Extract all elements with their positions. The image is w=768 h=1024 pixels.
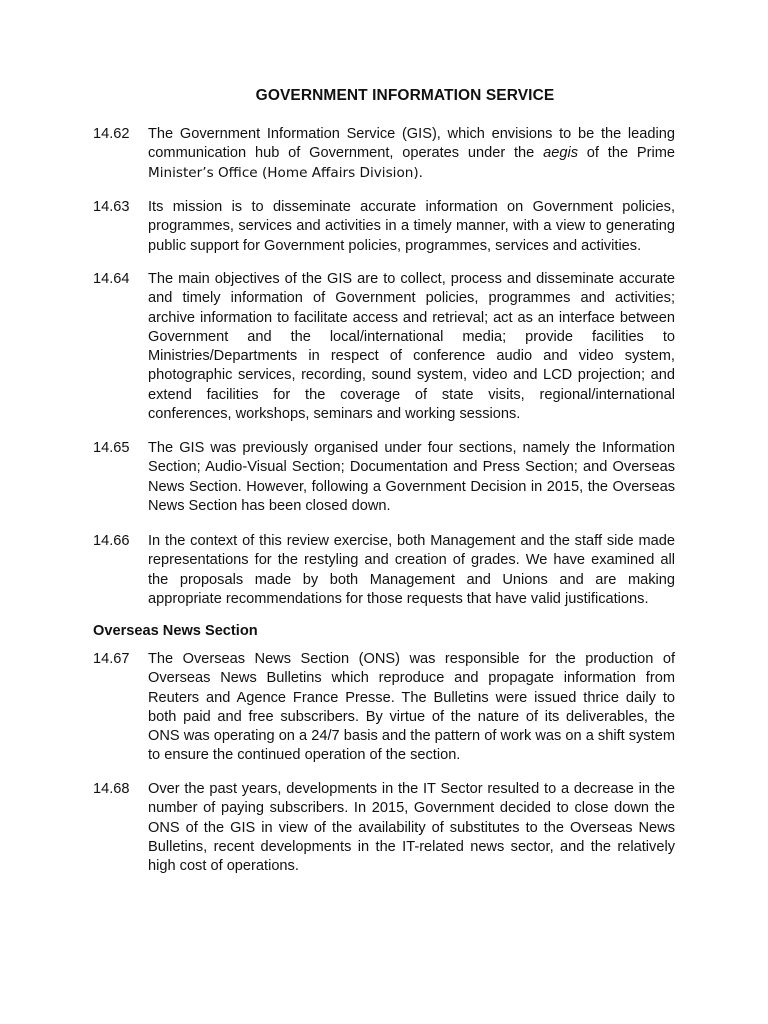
section-heading: Overseas News Section bbox=[93, 623, 258, 639]
paragraph-number: 14.66 bbox=[93, 533, 130, 549]
paragraph-14-66 bbox=[93, 532, 675, 609]
paragraph-text: In the context of this review exercise, both Management and the staff side made representations for the restyling and creation of grades. We have examined all the proposals made by both Management and Unions and are making appropriate recommendations for those requests that have valid justifications. bbox=[148, 533, 675, 607]
paragraph-14-68 bbox=[93, 780, 675, 876]
paragraph-text: Over the past years, developments in the IT Sector resulted to a decrease in the number of paying subscribers. In 2015, Government decided to close down the ONS of the GIS in view of the availability of substitutes to the Overseas News Bulletins, recent developments in the IT-related news sector, and the relatively high cost of operations. bbox=[148, 781, 675, 875]
paragraph-text: The Overseas News Section (ONS) was responsible for the production of Overseas News Bulletins which reproduce and propagate information from Reuters and Agence France Presse. The Bulletins were issued thrice daily to both paid and free subscribers. By virtue of the nature of its deliverables, the ONS was operating on a 24/7 basis and the pattern of work was on a shift system to ensure the continued operation of the section. bbox=[148, 651, 675, 764]
paragraph-number: 14.67 bbox=[93, 651, 130, 667]
paragraph-14-65 bbox=[93, 439, 675, 516]
paragraph-text: The Government Information Service (GIS), which envisions to be the leading communication hub of Government, operates under the aegis of the Prime Minister’s Office (Home Affairs Division). bbox=[148, 126, 675, 181]
paragraph-14-62 bbox=[93, 125, 675, 183]
paragraph-number: 14.62 bbox=[93, 126, 130, 142]
paragraph-number: 14.65 bbox=[93, 440, 130, 456]
paragraph-text: Its mission is to disseminate accurate information on Government policies, programmes, services and activities in a timely manner, with a view to generating public support for Government policies, programmes, services and activities. bbox=[148, 199, 675, 254]
paragraph-number: 14.68 bbox=[93, 781, 130, 797]
paragraph-text: The GIS was previously organised under four sections, namely the Information Section; Audio-Visual Section; Documentation and Press Section; and Overseas News Section. However, following a Government Decision in 2015, the Overseas News Section has been closed down. bbox=[148, 440, 675, 514]
paragraph-number: 14.63 bbox=[93, 199, 130, 215]
page-title: GOVERNMENT INFORMATION SERVICE bbox=[255, 87, 555, 104]
paragraph-text: The main objectives of the GIS are to collect, process and disseminate accurate and timely information of Government policies, programmes and activities; archive information to facilitate access and retrieval; act as an interface between Government and the local/international media; provide facilities to Ministries/Departments in respect of conference audio and video system, photographic services, recording, sound system, video and LCD projection; and extend facilities for the coverage of state visits, regional/international conferences, workshops, seminars and working sessions. bbox=[148, 271, 675, 423]
paragraph-14-67 bbox=[93, 650, 675, 766]
paragraph-number: 14.64 bbox=[93, 271, 130, 287]
paragraph-14-64 bbox=[93, 270, 675, 424]
paragraph-14-63 bbox=[93, 198, 675, 256]
